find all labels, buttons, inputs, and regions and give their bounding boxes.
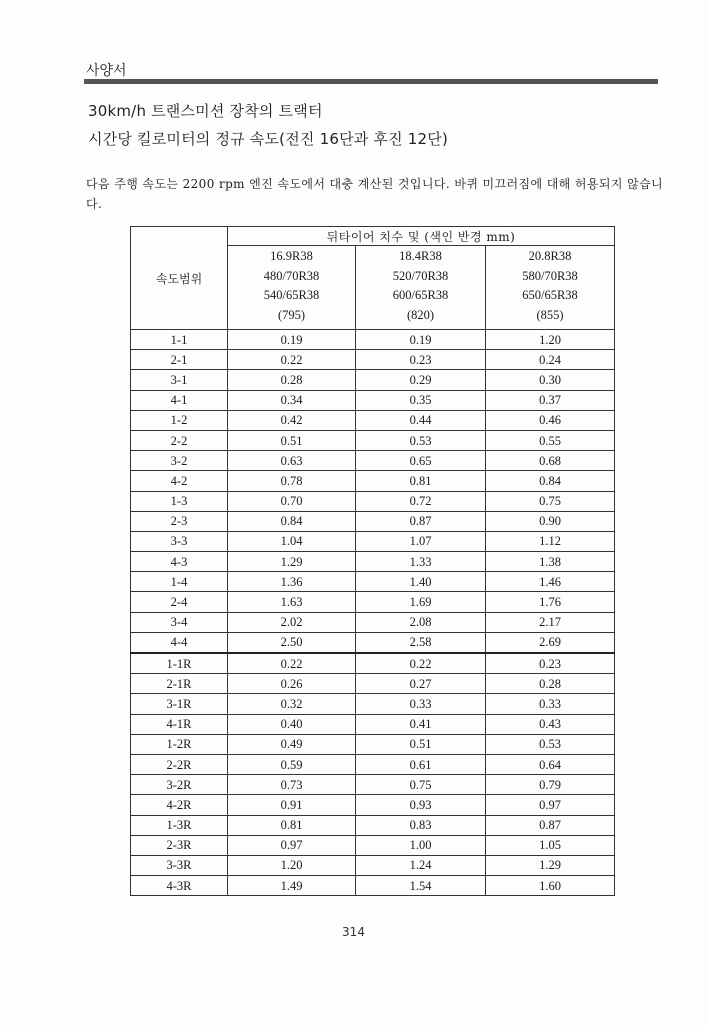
speed-range-cell: 3-2 xyxy=(131,451,228,471)
speed-value-cell: 1.49 xyxy=(228,876,356,896)
table-row xyxy=(131,815,615,835)
speed-range-cell: 4-3 xyxy=(131,552,228,572)
speed-value-cell: 1.38 xyxy=(486,552,615,572)
speed-range-cell: 1-3 xyxy=(131,491,228,511)
speed-range-cell: 2-2R xyxy=(131,754,228,774)
table-row xyxy=(131,674,615,694)
speed-value-cell: 0.63 xyxy=(228,451,356,471)
speed-value-cell: 2.69 xyxy=(486,632,615,653)
speed-range-cell: 2-4 xyxy=(131,592,228,612)
speed-value-cell: 0.43 xyxy=(486,714,615,734)
speed-value-cell: 1.05 xyxy=(486,835,615,855)
table-row xyxy=(131,592,615,612)
tire-size: 520/70R38 xyxy=(392,268,449,283)
speed-value-cell: 0.65 xyxy=(356,451,486,471)
speed-value-cell: 0.28 xyxy=(228,370,356,390)
speed-value-cell: 1.33 xyxy=(356,552,486,572)
speed-range-cell: 2-1 xyxy=(131,350,228,370)
speed-range-cell: 4-1R xyxy=(131,714,228,734)
speed-value-cell: 0.19 xyxy=(356,330,486,350)
speed-value-cell: 1.54 xyxy=(356,876,486,896)
speed-value-cell: 0.70 xyxy=(228,491,356,511)
table-row xyxy=(131,350,615,370)
table-row xyxy=(131,552,615,572)
speed-value-cell: 1.20 xyxy=(486,330,615,350)
speed-value-cell: 0.27 xyxy=(356,674,486,694)
speed-range-cell: 4-4 xyxy=(131,632,228,653)
table-row xyxy=(131,775,615,795)
speed-value-cell: 0.51 xyxy=(228,430,356,450)
speed-range-cell: 2-3R xyxy=(131,835,228,855)
speed-value-cell: 0.33 xyxy=(356,694,486,714)
speed-value-cell: 0.26 xyxy=(228,674,356,694)
table-row xyxy=(131,410,615,430)
table-row xyxy=(131,632,615,653)
speed-range-cell: 4-1 xyxy=(131,390,228,410)
table-row xyxy=(131,430,615,450)
table-row xyxy=(131,694,615,714)
speed-range-cell: 2-3 xyxy=(131,511,228,531)
speed-value-cell: 0.83 xyxy=(356,815,486,835)
speed-range-cell: 2-1R xyxy=(131,674,228,694)
speed-value-cell: 0.24 xyxy=(486,350,615,370)
speed-value-cell: 1.29 xyxy=(486,855,615,875)
speed-value-cell: 0.90 xyxy=(486,511,615,531)
speed-value-cell: 0.22 xyxy=(228,653,356,674)
speed-rows xyxy=(131,330,615,896)
table-row xyxy=(131,734,615,754)
speed-value-cell: 1.07 xyxy=(356,531,486,551)
speed-value-cell: 0.35 xyxy=(356,390,486,410)
speed-value-cell: 0.81 xyxy=(228,815,356,835)
speed-range-cell: 1-1 xyxy=(131,330,228,350)
tire-size: 650/65R38 xyxy=(522,288,578,302)
speed-value-cell: 0.53 xyxy=(356,430,486,450)
table-row xyxy=(131,330,615,350)
speed-range-cell: 4-2 xyxy=(131,471,228,491)
table-row xyxy=(131,876,615,896)
table-row xyxy=(131,471,615,491)
speed-value-cell: 2.08 xyxy=(356,612,486,632)
speed-value-cell: 1.00 xyxy=(356,835,486,855)
speed-value-cell: 0.64 xyxy=(486,754,615,774)
speed-value-cell: 2.50 xyxy=(228,632,356,653)
tire-column-3 xyxy=(486,246,615,330)
tire-size-header: 뒤타이어 치수 및 (색인 반경 mm) xyxy=(228,227,615,246)
speed-value-cell: 0.30 xyxy=(486,370,615,390)
speed-value-cell: 0.34 xyxy=(228,390,356,410)
speed-value-cell: 0.97 xyxy=(486,795,615,815)
tire-size: 580/70R38 xyxy=(522,268,578,283)
speed-value-cell: 2.17 xyxy=(486,612,615,632)
speed-value-cell: 0.22 xyxy=(228,350,356,370)
speed-range-cell: 1-2R xyxy=(131,734,228,754)
speed-value-cell: 1.69 xyxy=(356,592,486,612)
speed-value-cell: 0.41 xyxy=(356,714,486,734)
speed-range-cell: 1-4 xyxy=(131,572,228,592)
speed-value-cell: 0.84 xyxy=(228,511,356,531)
speed-value-cell: 0.84 xyxy=(486,471,615,491)
speed-value-cell: 0.51 xyxy=(356,734,486,754)
speed-value-cell: 0.46 xyxy=(486,410,615,430)
speed-value-cell: 1.76 xyxy=(486,592,615,612)
table-row xyxy=(131,754,615,774)
index-radius: (820) xyxy=(406,307,435,322)
speed-value-cell: 0.49 xyxy=(228,734,356,754)
table-row xyxy=(131,451,615,471)
tire-size: 540/65R38 xyxy=(263,288,320,302)
speed-range-cell: 1-1R xyxy=(131,653,228,674)
speed-value-cell: 0.28 xyxy=(486,674,615,694)
page-number: 314 xyxy=(342,925,365,939)
speed-value-cell: 0.59 xyxy=(228,754,356,774)
speed-value-cell: 1.63 xyxy=(228,592,356,612)
speed-value-cell: 2.02 xyxy=(228,612,356,632)
speed-value-cell: 0.55 xyxy=(486,430,615,450)
tire-size: 18.4R38 xyxy=(399,249,442,263)
speed-value-cell: 0.61 xyxy=(356,754,486,774)
table-row xyxy=(131,855,615,875)
table-row xyxy=(131,390,615,410)
speed-value-cell: 0.72 xyxy=(356,491,486,511)
speed-range-cell: 2-2 xyxy=(131,430,228,450)
speed-range-cell: 3-4 xyxy=(131,612,228,632)
speed-value-cell: 0.93 xyxy=(356,795,486,815)
table-row xyxy=(131,612,615,632)
speed-value-cell: 0.81 xyxy=(356,471,486,491)
table-row xyxy=(131,714,615,734)
tire-size: 480/70R38 xyxy=(263,268,320,283)
speed-value-cell: 1.40 xyxy=(356,572,486,592)
speed-value-cell: 1.46 xyxy=(486,572,615,592)
table-row xyxy=(131,795,615,815)
tire-size: 600/65R38 xyxy=(392,288,449,302)
table-row xyxy=(131,511,615,531)
table-row xyxy=(131,572,615,592)
speed-range-header: 속도범위 xyxy=(131,227,228,330)
tire-column-2 xyxy=(356,246,486,330)
table-row xyxy=(131,370,615,390)
speed-value-cell: 1.12 xyxy=(486,531,615,551)
speed-value-cell: 0.42 xyxy=(228,410,356,430)
title-line-1: 30km/h 트랜스미션 장착의 트랙터 xyxy=(88,102,323,120)
speed-range-cell: 1-2 xyxy=(131,410,228,430)
speed-range-cell: 4-2R xyxy=(131,795,228,815)
speed-value-cell: 0.23 xyxy=(356,350,486,370)
table-row xyxy=(131,531,615,551)
speed-value-cell: 0.33 xyxy=(486,694,615,714)
speed-value-cell: 0.73 xyxy=(228,775,356,795)
speed-value-cell: 0.75 xyxy=(356,775,486,795)
speed-value-cell: 0.79 xyxy=(486,775,615,795)
speed-value-cell: 0.44 xyxy=(356,410,486,430)
speed-value-cell: 1.60 xyxy=(486,876,615,896)
speed-value-cell: 0.23 xyxy=(486,653,615,674)
speed-value-cell: 0.29 xyxy=(356,370,486,390)
speed-table xyxy=(130,226,615,896)
speed-value-cell: 1.36 xyxy=(228,572,356,592)
speed-range-cell: 1-3R xyxy=(131,815,228,835)
header-label: 사양서 xyxy=(86,63,127,79)
speed-value-cell: 0.37 xyxy=(486,390,615,410)
speed-value-cell: 0.68 xyxy=(486,451,615,471)
speed-value-cell: 0.87 xyxy=(486,815,615,835)
speed-value-cell: 0.22 xyxy=(356,653,486,674)
speed-value-cell: 1.04 xyxy=(228,531,356,551)
tire-size: 16.9R38 xyxy=(270,249,313,263)
speed-value-cell: 0.19 xyxy=(228,330,356,350)
speed-range-cell: 4-3R xyxy=(131,876,228,896)
speed-range-cell: 3-1R xyxy=(131,694,228,714)
speed-range-cell: 3-3 xyxy=(131,531,228,551)
speed-value-cell: 0.87 xyxy=(356,511,486,531)
speed-value-cell: 1.20 xyxy=(228,855,356,875)
speed-value-cell: 0.78 xyxy=(228,471,356,491)
title-line-2: 시간당 킬로미터의 정규 속도(전진 16단과 후진 12단) xyxy=(88,130,448,148)
intro-paragraph: 다음 주행 속도는 2200 rpm 엔진 속도에서 대충 계산된 것입니다. 바퀴 미끄러짐에 대해 허용되지 않습니다. xyxy=(86,177,664,211)
table-row xyxy=(131,835,615,855)
speed-value-cell: 0.91 xyxy=(228,795,356,815)
speed-value-cell: 1.29 xyxy=(228,552,356,572)
table-row xyxy=(131,653,615,674)
speed-value-cell: 0.40 xyxy=(228,714,356,734)
tire-column-1 xyxy=(228,246,356,330)
speed-value-cell: 0.75 xyxy=(486,491,615,511)
speed-range-cell: 3-2R xyxy=(131,775,228,795)
speed-value-cell: 0.97 xyxy=(228,835,356,855)
speed-value-cell: 0.53 xyxy=(486,734,615,754)
speed-value-cell: 2.58 xyxy=(356,632,486,653)
speed-value-cell: 0.32 xyxy=(228,694,356,714)
speed-range-cell: 3-3R xyxy=(131,855,228,875)
index-radius: (855) xyxy=(536,307,564,322)
table-row xyxy=(131,491,615,511)
speed-range-cell: 3-1 xyxy=(131,370,228,390)
header-rule xyxy=(84,79,658,84)
speed-value-cell: 1.24 xyxy=(356,855,486,875)
index-radius: (795) xyxy=(277,307,306,322)
tire-size: 20.8R38 xyxy=(528,249,572,263)
